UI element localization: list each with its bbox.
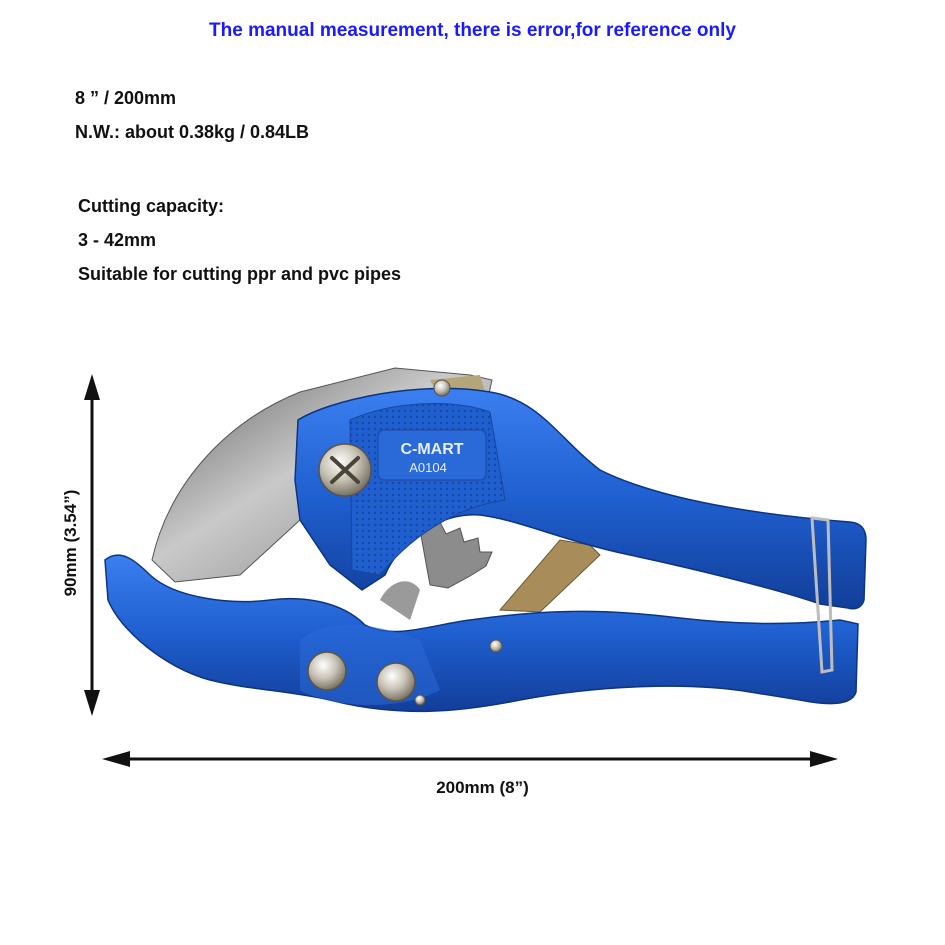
brand-mark: C-MART	[400, 441, 464, 458]
pivot-screw	[319, 444, 371, 496]
small-rivet	[490, 640, 502, 652]
size-spec: 8 ” / 200mm	[75, 88, 177, 108]
blade-rivet	[434, 380, 450, 396]
height-dimension-arrow	[84, 374, 100, 716]
capacity-use: Suitable for cutting ppr and pvc pipes	[78, 264, 402, 284]
height-dimension-label: 90mm (3.54”)	[61, 489, 80, 597]
rivet-left	[308, 652, 346, 690]
capacity-range: 3 - 42mm	[78, 230, 157, 250]
small-rivet	[415, 695, 425, 705]
weight-spec: N.W.: about 0.38kg / 0.84LB	[75, 122, 310, 142]
rivet-right	[377, 663, 415, 701]
model-mark: A0104	[409, 460, 447, 475]
reference-notice: The manual measurement, there is error,for reference only	[209, 20, 736, 41]
upper-handle	[295, 388, 866, 608]
width-dimension-label: 200mm (8”)	[436, 778, 529, 797]
width-dimension-arrow	[102, 751, 838, 767]
capacity-label: Cutting capacity:	[78, 196, 225, 216]
